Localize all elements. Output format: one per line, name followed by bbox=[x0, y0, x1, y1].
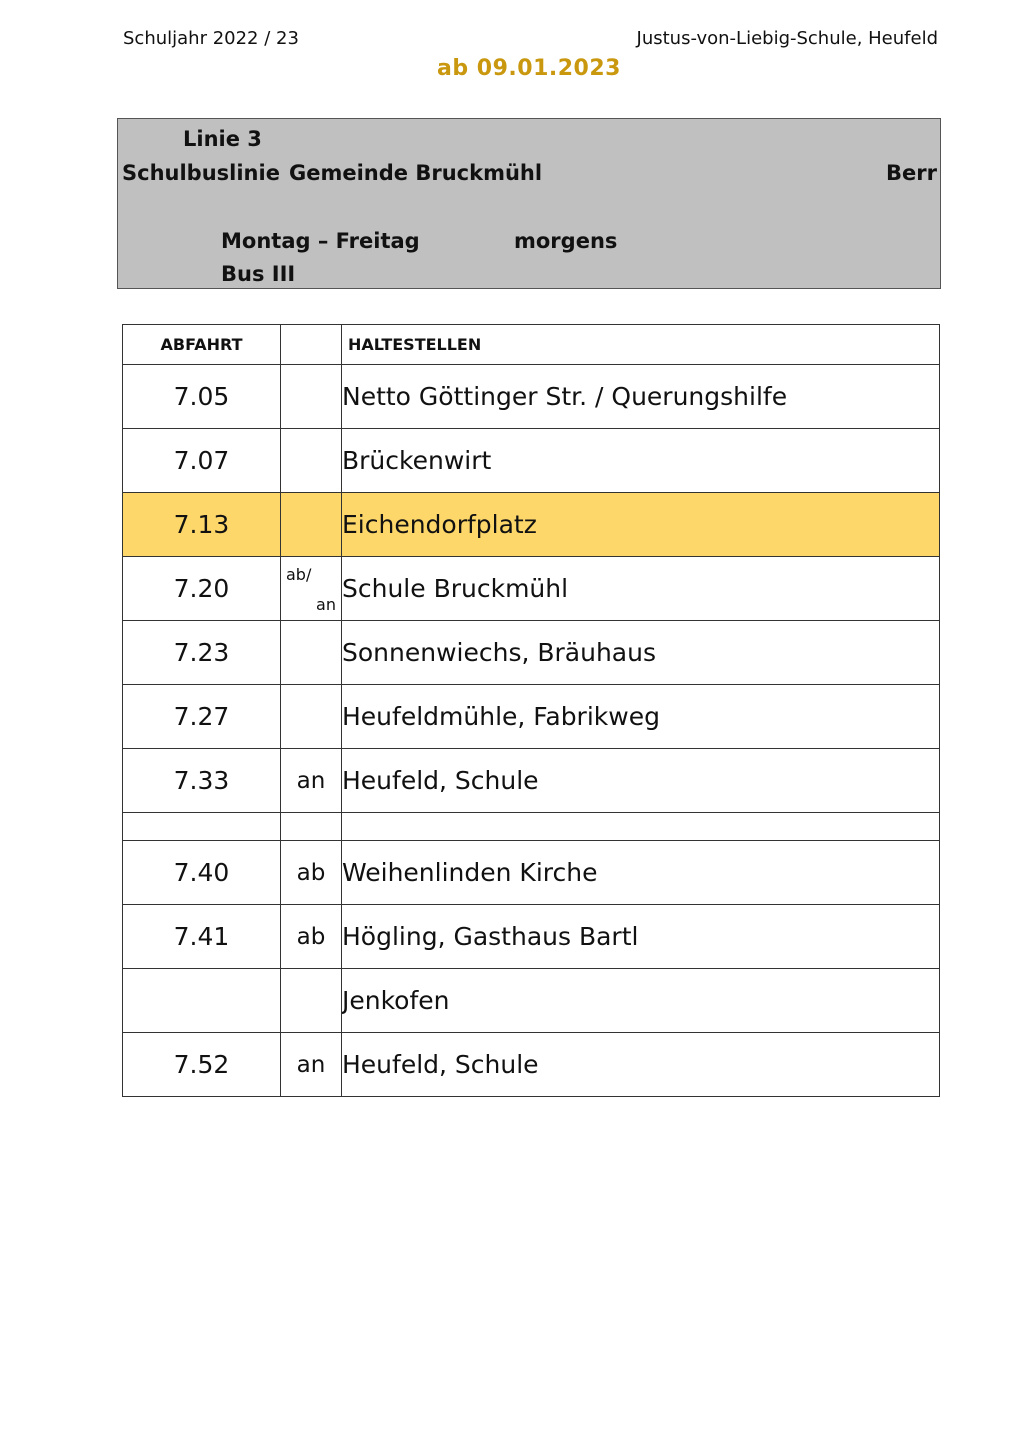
mark-bottom: an bbox=[316, 595, 336, 614]
departure-time: 7.20 bbox=[123, 557, 281, 621]
operator: Berr bbox=[886, 161, 937, 185]
line-number: Linie 3 bbox=[183, 127, 262, 151]
table-row-spacer bbox=[123, 813, 940, 841]
arrival-departure-mark bbox=[281, 365, 342, 429]
arrival-departure-mark bbox=[281, 969, 342, 1033]
timetable bbox=[122, 324, 940, 1097]
departure-time: 7.41 bbox=[123, 905, 281, 969]
departure-time: 7.40 bbox=[123, 841, 281, 905]
bus-number: Bus III bbox=[221, 262, 296, 286]
stop-name bbox=[342, 813, 940, 841]
table-row bbox=[123, 685, 940, 749]
stop-name: Heufeld, Schule bbox=[342, 1033, 940, 1097]
departure-time: 7.05 bbox=[123, 365, 281, 429]
stop-name: Högling, Gasthaus Bartl bbox=[342, 905, 940, 969]
column-header-stops: HALTESTELLEN bbox=[342, 325, 940, 365]
stop-name: Brückenwirt bbox=[342, 429, 940, 493]
municipality: Gemeinde Bruckmühl bbox=[289, 161, 543, 185]
mark-top: ab/ bbox=[286, 565, 312, 584]
departure-time: 7.07 bbox=[123, 429, 281, 493]
stop-name: Eichendorfplatz bbox=[342, 493, 940, 557]
school-year: Schuljahr 2022 / 23 bbox=[123, 28, 299, 49]
arrival-departure-mark bbox=[281, 493, 342, 557]
stop-name: Sonnenwiechs, Bräuhaus bbox=[342, 621, 940, 685]
line-header-box bbox=[117, 118, 941, 289]
table-row bbox=[123, 365, 940, 429]
arrival-departure-mark: ab bbox=[281, 841, 342, 905]
stop-name: Jenkofen bbox=[342, 969, 940, 1033]
stop-name: Weihenlinden Kirche bbox=[342, 841, 940, 905]
line-type: Schulbuslinie bbox=[122, 161, 280, 185]
departure-time: 7.52 bbox=[123, 1033, 281, 1097]
table-row bbox=[123, 429, 940, 493]
arrival-departure-mark: ab bbox=[281, 905, 342, 969]
stop-name: Schule Bruckmühl bbox=[342, 557, 940, 621]
table-row bbox=[123, 841, 940, 905]
stop-name: Netto Göttinger Str. / Querungshilfe bbox=[342, 365, 940, 429]
table-row bbox=[123, 969, 940, 1033]
departure-time: 7.27 bbox=[123, 685, 281, 749]
table-row bbox=[123, 905, 940, 969]
arrival-departure-mark bbox=[281, 813, 342, 841]
school-name: Justus-von-Liebig-Schule, Heufeld bbox=[636, 28, 938, 49]
column-header-mark bbox=[281, 325, 342, 365]
arrival-departure-mark bbox=[281, 429, 342, 493]
table-row bbox=[123, 1033, 940, 1097]
arrival-departure-mark bbox=[281, 621, 342, 685]
stop-name: Heufeld, Schule bbox=[342, 749, 940, 813]
departure-time bbox=[123, 813, 281, 841]
arrival-departure-mark: an bbox=[281, 749, 342, 813]
departure-time: 7.13 bbox=[123, 493, 281, 557]
column-header-departure: ABFAHRT bbox=[123, 325, 281, 365]
departure-time bbox=[123, 969, 281, 1033]
service-days: Montag – Freitag bbox=[221, 229, 420, 253]
departure-time: 7.23 bbox=[123, 621, 281, 685]
departure-time: 7.33 bbox=[123, 749, 281, 813]
table-row bbox=[123, 557, 940, 621]
arrival-departure-mark bbox=[281, 685, 342, 749]
table-row-highlighted bbox=[123, 493, 940, 557]
time-of-day: morgens bbox=[514, 229, 618, 253]
table-header-row bbox=[123, 325, 940, 365]
table-row bbox=[123, 621, 940, 685]
table-row bbox=[123, 749, 940, 813]
arrival-departure-mark: an bbox=[281, 1033, 342, 1097]
stop-name: Heufeldmühle, Fabrikweg bbox=[342, 685, 940, 749]
valid-from-date: ab 09.01.2023 bbox=[437, 56, 621, 81]
arrival-departure-mark bbox=[281, 557, 342, 621]
